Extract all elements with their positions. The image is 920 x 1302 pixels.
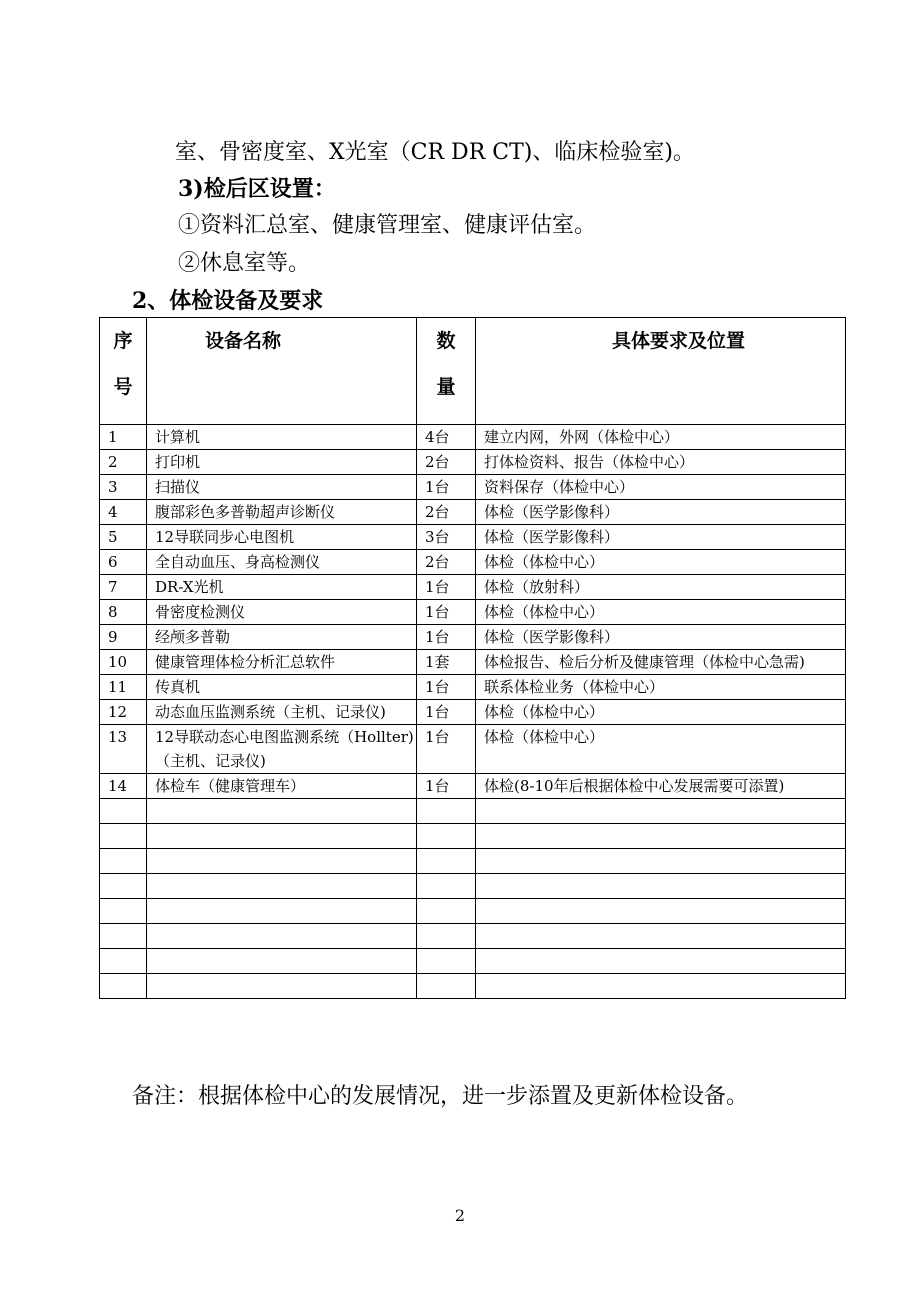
section2-title: 2、体检设备及要求 xyxy=(132,288,324,314)
cell-blank xyxy=(476,974,846,999)
cell-blank xyxy=(476,924,846,949)
blank-row xyxy=(100,899,846,924)
cell-req: 体检（体检中心） xyxy=(476,725,846,774)
cell-req: 体检（医学影像科） xyxy=(476,525,846,550)
table-row xyxy=(100,650,846,675)
cell-name: 经颅多普勒 xyxy=(147,625,417,650)
table-row xyxy=(100,675,846,700)
cell-seq: 6 xyxy=(100,550,147,575)
cell-qty: 2台 xyxy=(417,500,476,525)
cell-name: 腹部彩色多普勒超声诊断仪 xyxy=(147,500,417,525)
cell-blank xyxy=(100,799,147,824)
cell-blank xyxy=(476,874,846,899)
table-row xyxy=(100,425,846,450)
cell-blank xyxy=(417,924,476,949)
note: 备注：根据体检中心的发展情况，进一步添置及更新体检设备。 xyxy=(132,1084,749,1109)
table-row xyxy=(100,774,846,799)
cell-blank xyxy=(147,924,417,949)
cell-qty: 1台 xyxy=(417,600,476,625)
blank-row xyxy=(100,799,846,824)
cell-blank xyxy=(476,949,846,974)
cell-name: 体检车（健康管理车） xyxy=(147,774,417,799)
cell-seq: 9 xyxy=(100,625,147,650)
cell-qty: 3台 xyxy=(417,525,476,550)
cell-req: 资料保存（体检中心） xyxy=(476,475,846,500)
header-qty-line2: 量 xyxy=(436,376,456,398)
cell-blank xyxy=(147,849,417,874)
cell-blank xyxy=(100,899,147,924)
cell-blank xyxy=(476,849,846,874)
cell-blank xyxy=(476,899,846,924)
cell-blank xyxy=(100,824,147,849)
cell-seq: 2 xyxy=(100,450,147,475)
cell-name: 传真机 xyxy=(147,675,417,700)
cell-req: 体检（医学影像科） xyxy=(476,625,846,650)
header-qty xyxy=(417,318,476,425)
blank-row xyxy=(100,924,846,949)
cell-blank xyxy=(100,974,147,999)
table-row xyxy=(100,725,846,774)
cell-blank xyxy=(417,824,476,849)
table-header-row xyxy=(100,318,846,425)
cell-blank xyxy=(147,949,417,974)
header-seq-line2: 号 xyxy=(113,376,133,398)
cell-blank xyxy=(147,974,417,999)
cell-req: 联系体检业务（体检中心） xyxy=(476,675,846,700)
table-row xyxy=(100,450,846,475)
equipment-table xyxy=(99,317,846,999)
cell-seq: 5 xyxy=(100,525,147,550)
cell-seq: 7 xyxy=(100,575,147,600)
cell-qty: 1台 xyxy=(417,774,476,799)
cell-blank xyxy=(100,924,147,949)
cell-req: 体检(8-10年后根据体检中心发展需要可添置) xyxy=(476,774,846,799)
intro-line: 室、骨密度室、X光室（CR DR CT)、临床检验室)。 xyxy=(175,140,695,165)
cell-blank xyxy=(417,899,476,924)
table-row xyxy=(100,525,846,550)
cell-name: 12导联同步心电图机 xyxy=(147,525,417,550)
cell-name: 骨密度检测仪 xyxy=(147,600,417,625)
cell-blank xyxy=(417,799,476,824)
list-item-1: ①资料汇总室、健康管理室、健康评估室。 xyxy=(178,213,597,238)
cell-req: 体检（体检中心） xyxy=(476,550,846,575)
table-row xyxy=(100,575,846,600)
cell-seq: 13 xyxy=(100,725,147,774)
page-number: 2 xyxy=(454,1206,466,1225)
cell-blank xyxy=(147,899,417,924)
cell-blank xyxy=(100,874,147,899)
cell-seq: 12 xyxy=(100,700,147,725)
cell-qty: 1台 xyxy=(417,475,476,500)
list-item-2: ②休息室等。 xyxy=(178,251,311,276)
cell-name: 12导联动态心电图监测系统（Hollter)（主机、记录仪) xyxy=(147,725,417,774)
cell-blank xyxy=(100,849,147,874)
cell-qty: 1台 xyxy=(417,575,476,600)
cell-req: 建立内网，外网（体检中心） xyxy=(476,425,846,450)
cell-seq: 8 xyxy=(100,600,147,625)
cell-seq: 3 xyxy=(100,475,147,500)
cell-req: 体检（体检中心） xyxy=(476,600,846,625)
blank-row xyxy=(100,849,846,874)
table-row xyxy=(100,550,846,575)
cell-req: 体检报告、检后分析及健康管理（体检中心急需) xyxy=(476,650,846,675)
cell-qty: 1台 xyxy=(417,675,476,700)
cell-qty: 1台 xyxy=(417,725,476,774)
blank-row xyxy=(100,824,846,849)
cell-blank xyxy=(476,824,846,849)
header-seq xyxy=(100,318,147,425)
cell-qty: 1套 xyxy=(417,650,476,675)
cell-seq: 11 xyxy=(100,675,147,700)
cell-blank xyxy=(147,799,417,824)
table-row xyxy=(100,625,846,650)
header-qty-line1: 数 xyxy=(436,330,456,352)
cell-name: 打印机 xyxy=(147,450,417,475)
cell-seq: 10 xyxy=(100,650,147,675)
blank-row xyxy=(100,974,846,999)
cell-req: 体检（医学影像科） xyxy=(476,500,846,525)
cell-blank xyxy=(417,949,476,974)
cell-blank xyxy=(147,874,417,899)
cell-seq: 1 xyxy=(100,425,147,450)
header-seq-line1: 序 xyxy=(113,330,133,352)
cell-req: 体检（放射科） xyxy=(476,575,846,600)
cell-qty: 2台 xyxy=(417,550,476,575)
cell-qty: 1台 xyxy=(417,700,476,725)
header-req: 具体要求及位置 xyxy=(476,318,846,425)
cell-req: 体检（体检中心） xyxy=(476,700,846,725)
cell-seq: 4 xyxy=(100,500,147,525)
cell-seq: 14 xyxy=(100,774,147,799)
cell-blank xyxy=(100,949,147,974)
header-name: 设备名称 xyxy=(147,318,417,425)
blank-row xyxy=(100,874,846,899)
cell-name: 扫描仪 xyxy=(147,475,417,500)
cell-req: 打体检资料、报告（体检中心） xyxy=(476,450,846,475)
cell-qty: 2台 xyxy=(417,450,476,475)
cell-blank xyxy=(147,824,417,849)
cell-blank xyxy=(417,874,476,899)
table-row xyxy=(100,475,846,500)
table-row xyxy=(100,500,846,525)
cell-blank xyxy=(417,974,476,999)
cell-qty: 1台 xyxy=(417,625,476,650)
cell-name: 计算机 xyxy=(147,425,417,450)
cell-name: 全自动血压、身高检测仪 xyxy=(147,550,417,575)
blank-row xyxy=(100,949,846,974)
table-row xyxy=(100,700,846,725)
table-row xyxy=(100,600,846,625)
cell-name: 动态血压监测系统（主机、记录仪) xyxy=(147,700,417,725)
cell-qty: 4台 xyxy=(417,425,476,450)
cell-name: 健康管理体检分析汇总软件 xyxy=(147,650,417,675)
cell-blank xyxy=(417,849,476,874)
cell-blank xyxy=(476,799,846,824)
section3-title: 3)检后区设置： xyxy=(178,176,336,202)
cell-name: DR-X光机 xyxy=(147,575,417,600)
